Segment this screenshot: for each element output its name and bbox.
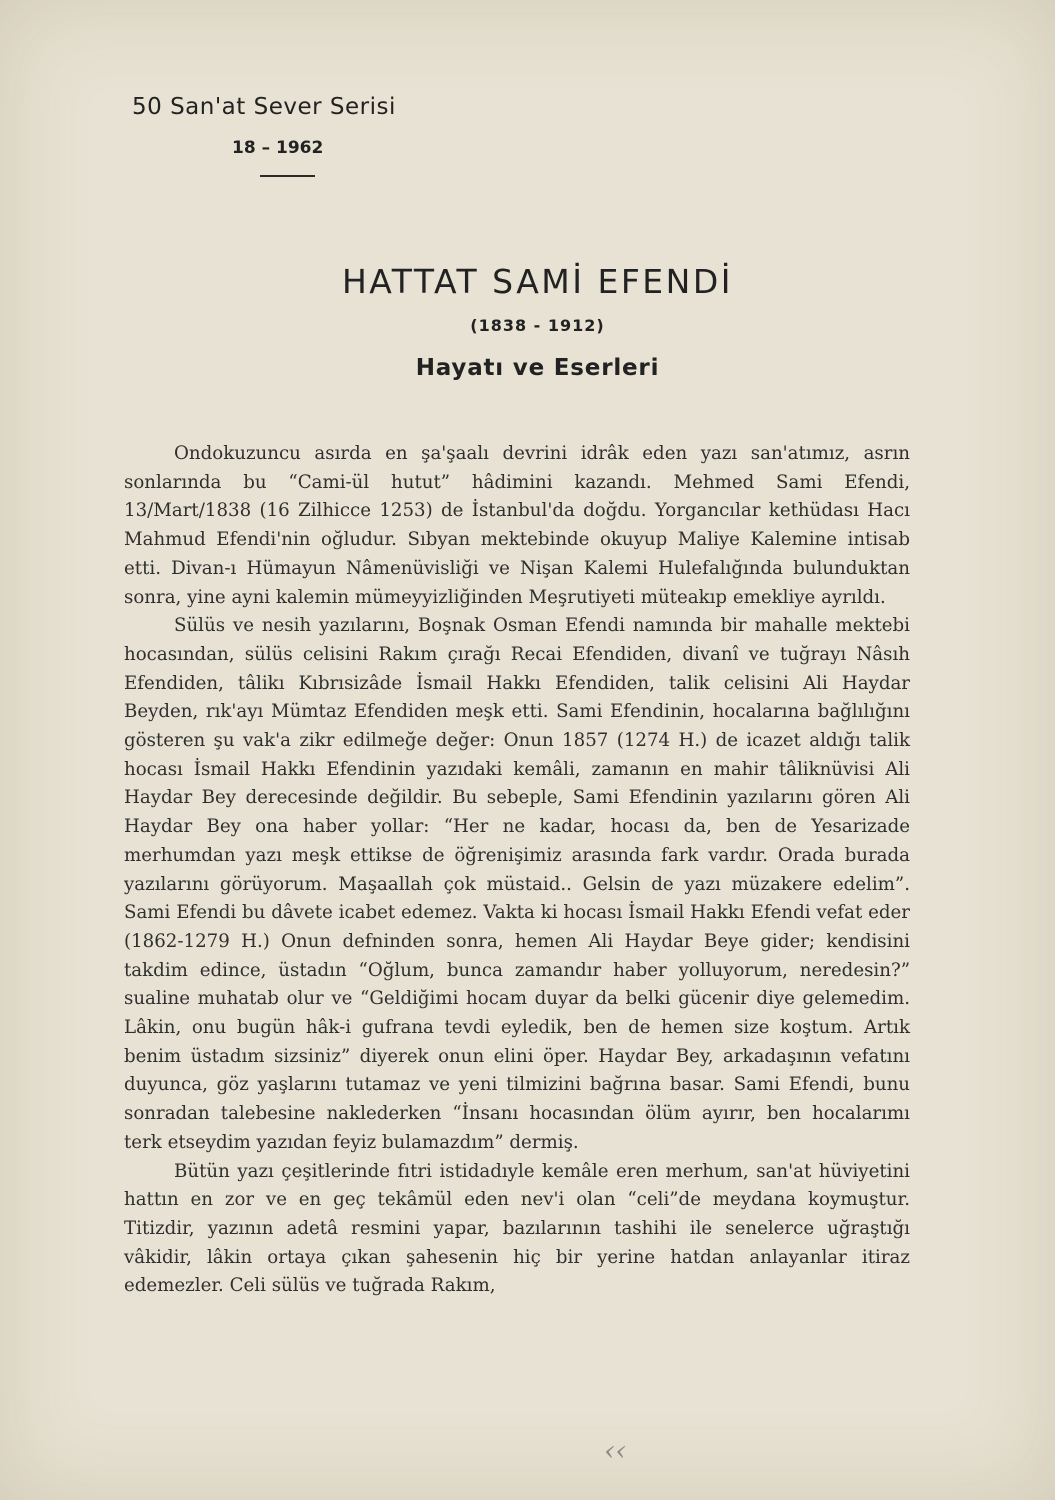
- paragraph: Ondokuzuncu asırda en şa'şaalı devrini idrâk eden yazı san'atımız, asrın sonlarında bu “Cami-ül hutut” hâdimini kazandı. Mehmed Sami Efendi, 13/Mart/1838 (16 Zilhicce 1253) de İstanbul'da doğdu. Yorgancılar kethüdası Hacı Mahmud Efendi'nin oğludur. Sıbyan mektebinde okuyup Maliye Kalemine intisab etti. Divan-ı Hümayun Nâmenüvisliği ve Nişan Kalemi Hulefalığında bulunduktan sonra, yine ayni kalemin mümeyyizliğinden Meşrutiyeti müteakıp emekliye ayrıldı.: [124, 443, 910, 608]
- pencil-mark: ‹‹: [604, 1434, 627, 1467]
- header-divider: [260, 175, 315, 177]
- article-title: HATTAT SAMİ EFENDİ: [341, 262, 733, 301]
- article-body: [124, 440, 910, 1301]
- series-title: 50 San'at Sever Serisi: [132, 94, 396, 120]
- paragraph: Bütün yazı çeşitlerinde fıtri istidadıyle kemâle eren merhum, san'at hüviyetini hattın en zor ve en geç tekâmül eden nev'i olan “celi”de meydana koymuştur. Titizdir, yazının adetâ resmini yapar, bazılarının tashihi ile senelerce uğraştığı vâkidir, lâkin ortaya çıkan şahesenin hiç bir yerine hatdan anlayanlar itiraz edemezler. Celi sülüs ve tuğrada Rakım,: [124, 1160, 910, 1297]
- series-number: 18 – 1962: [232, 138, 324, 158]
- article-years: (1838 - 1912): [470, 316, 605, 335]
- paragraph: Sülüs ve nesih yazılarını, Boşnak Osman Efendi namında bir mahalle mektebi hocasından, sülüs celisini Rakım çırağı Recai Efendiden, divanî ve tuğrayı Nâsıh Efendiden, tâlikı Kıbrısizâde İsmail Hakkı Efendiden, talik celisini Ali Haydar Beyden, rık'ayı Mümtaz Efendiden meşk etti. Sami Efendinin, hocalarına bağlılığını gösteren şu vak'a zikr edilmeğe değer: Onun 1857 (1274 H.) de icazet aldığı talik hocası İsmail Hakkı Efendinin yazıdaki kemâli, zamanın en mahir tâliknüvisi Ali Haydar Bey derecesinde değildir. Bu sebeple, Sami Efendinin yazılarını gören Ali Haydar Bey ona haber yollar: “Her ne kadar, hocası da, ben de Yesarizade merhumdan yazı meşk ettikse de öğrenişimiz arasında fark vardır. Orada burada yazılarını görüyorum. Maşaallah çok müstaid.. Gelsin de yazı müzakere edelim”. Sami Efendi bu dâvete icabet edemez. Vakta ki hocası İsmail Hakkı Efendi vefat eder (1862-1279 H.) Onun defninden sonra, hemen Ali Haydar Beye gider; kendisini takdim edince, üstadın “Oğlum, bunca zamandır haber yolluyorum, neredesin?” sualine muhatab olur ve “Geldiğimi hocam duyar da belki gücenir diye gelemedim. Lâkin, onu bugün hâk-i gufrana tevdi eyledik, ben de hemen size koştum. Artık benim üstadım sizsiniz” diyerek onun elini öper. Haydar Bey, arkadaşının vefatını duyunca, göz yaşlarını tutamaz ve yeni tilmizini bağrına basar. Sami Efendi, bunu sonradan talebesine naklederken “İnsanı hocasından ölüm ayırır, ben hocalarımı terk etseydim yazıdan feyiz bulamazdım” dermiş.: [124, 615, 910, 1153]
- article-subtitle: Hayatı ve Eserleri: [415, 355, 660, 381]
